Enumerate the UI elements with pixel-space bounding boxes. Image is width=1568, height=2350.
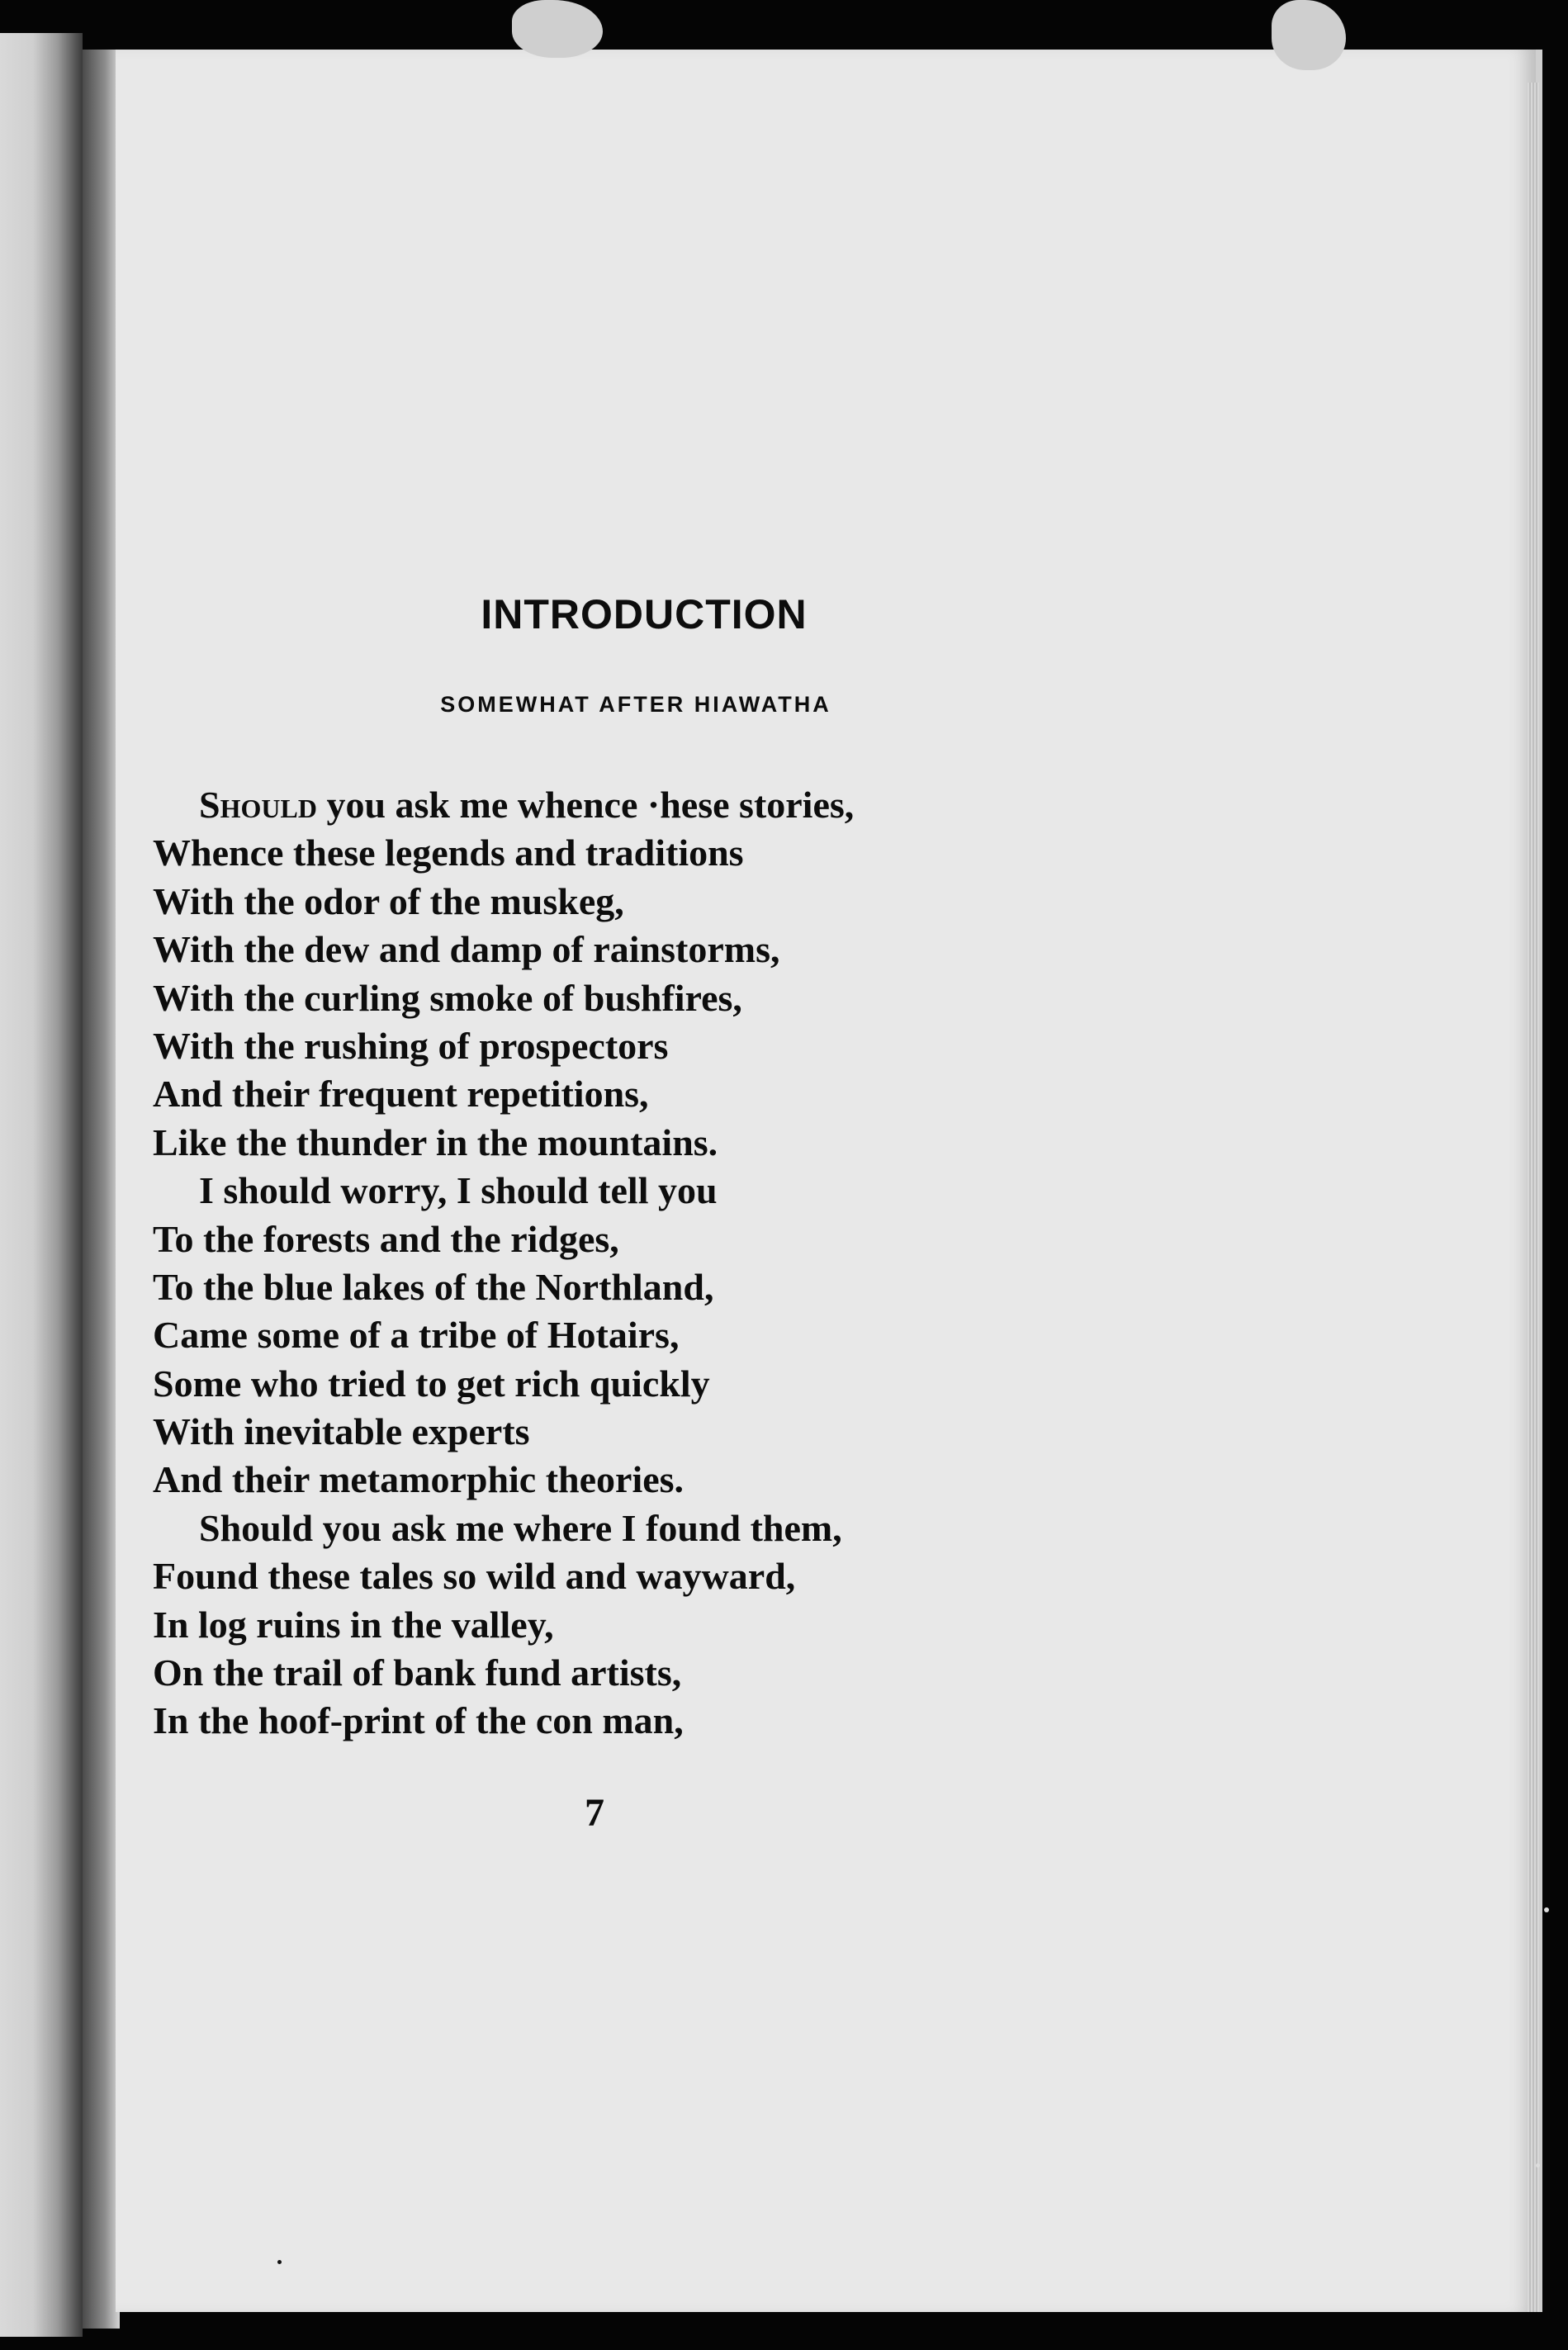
verse-line: To the blue lakes of the Northland, [153, 1265, 714, 1308]
poem-verse [153, 781, 1102, 1746]
chapter-heading: INTRODUCTION [481, 591, 808, 637]
verse-first-word: Should [199, 784, 317, 826]
verse-line: In the hoof-print of the con man, [153, 1699, 684, 1742]
verse-line: In log ruins in the valley, [153, 1603, 554, 1646]
verse-first-line-rest: you ask me whence ·hese stories, [316, 784, 855, 826]
chapter-subheading: SOMEWHAT AFTER HIAWATHA [440, 692, 831, 717]
verse-line: Whence these legends and traditions [153, 832, 744, 874]
verse-line: With the dew and damp of rainstorms, [153, 928, 780, 971]
verse-line: With inevitable experts [153, 1410, 530, 1453]
verse-line [153, 781, 1102, 829]
page-number: 7 [585, 1791, 604, 1835]
verse-line: Some who tried to get rich quickly [153, 1362, 710, 1405]
verse-line: Should you ask me where I found them, [199, 1506, 842, 1549]
verse-line: With the curling smoke of bushfires, [153, 976, 742, 1019]
verse-line: To the forests and the ridges, [153, 1217, 619, 1260]
verse-line: On the trail of bank fund artists, [153, 1651, 682, 1694]
verse-line: With the rushing of prospectors [153, 1024, 669, 1067]
verse-line: And their frequent repetitions, [153, 1073, 649, 1116]
verse-line: Like the thunder in the mountains. [153, 1121, 718, 1163]
verse-line: I should worry, I should tell you [199, 1169, 718, 1212]
verse-line: With the odor of the muskeg, [153, 879, 624, 922]
verse-line: Found these tales so wild and wayward, [153, 1555, 796, 1598]
verse-line: And their metamorphic theories. [153, 1458, 685, 1501]
verse-line: Came some of a tribe of Hotairs, [153, 1314, 680, 1357]
